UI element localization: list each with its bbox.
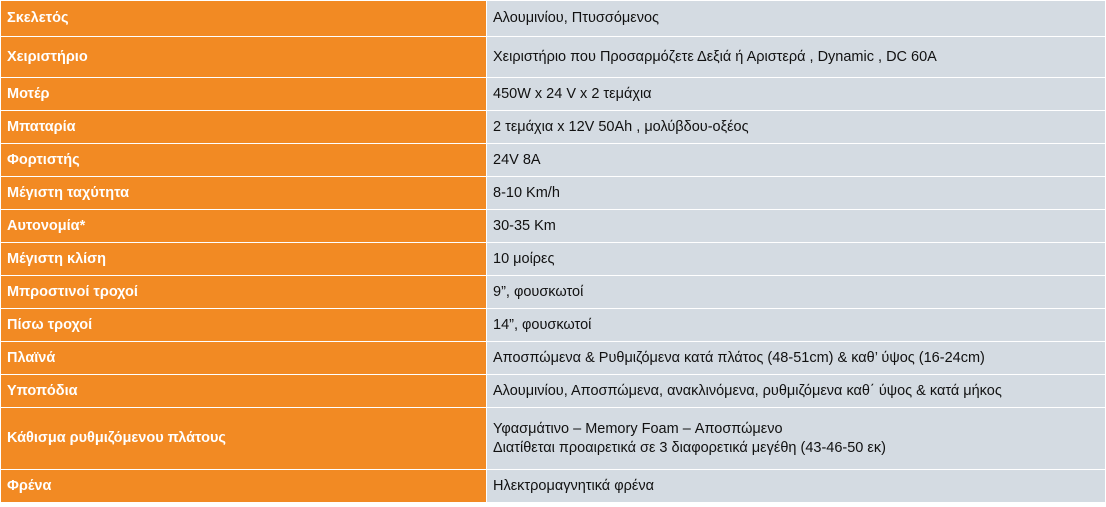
row-label: Μοτέρ [1, 78, 487, 111]
row-value: 10 μοίρες [487, 243, 1106, 276]
row-value: Αλουμινίου, Αποσπώμενα, ανακλινόμενα, ρυθμιζόμενα καθ΄ ύψος & κατά μήκος [487, 375, 1106, 408]
row-label: Μπροστινοί τροχοί [1, 276, 487, 309]
table-row [1, 243, 1106, 276]
row-label: Μέγιστη ταχύτητα [1, 177, 487, 210]
table-row [1, 1, 1106, 37]
row-label: Μπαταρία [1, 111, 487, 144]
row-label: Φορτιστής [1, 144, 487, 177]
table-row [1, 37, 1106, 78]
row-value: 14”, φουσκωτοί [487, 309, 1106, 342]
row-label: Φρένα [1, 470, 487, 503]
row-value-multiline [487, 408, 1106, 470]
row-label: Σκελετός [1, 1, 487, 37]
row-value: Χειριστήριο που Προσαρμόζετε Δεξιά ή Αριστερά , Dynamic , DC 60A [487, 37, 1106, 78]
row-value-line: Διατίθεται προαιρετικά σε 3 διαφορετικά μεγέθη (43-46-50 εκ) [493, 439, 886, 456]
row-label: Κάθισμα ρυθμιζόμενου πλάτους [1, 408, 487, 470]
row-value: 2 τεμάχια x 12V 50Ah , μολύβδου-οξέος [487, 111, 1106, 144]
row-label: Μέγιστη κλίση [1, 243, 487, 276]
row-value: 9”, φουσκωτοί [487, 276, 1106, 309]
table-row [1, 309, 1106, 342]
table-row [1, 408, 1106, 470]
table-row [1, 276, 1106, 309]
row-value: Ηλεκτρομαγνητικά φρένα [487, 470, 1106, 503]
row-value: 450W x 24 V x 2 τεμάχια [487, 78, 1106, 111]
row-label: Πίσω τροχοί [1, 309, 487, 342]
row-value: 30-35 Km [487, 210, 1106, 243]
row-value: Αποσπώμενα & Ρυθμιζόμενα κατά πλάτος (48-51cm) & καθ’ ύψος (16-24cm) [487, 342, 1106, 375]
table-row [1, 111, 1106, 144]
row-value: 8-10 Km/h [487, 177, 1106, 210]
row-value-line: Υφασμάτινο – Memory Foam – Αποσπώμενο [493, 420, 783, 437]
row-label: Πλαϊνά [1, 342, 487, 375]
table-row [1, 78, 1106, 111]
row-value: 24V 8A [487, 144, 1106, 177]
table-row [1, 144, 1106, 177]
table-row [1, 470, 1106, 503]
row-label: Χειριστήριο [1, 37, 487, 78]
row-label: Αυτονομία* [1, 210, 487, 243]
table-row [1, 210, 1106, 243]
row-value: Αλουμινίου, Πτυσσόμενος [487, 1, 1106, 37]
table-row [1, 177, 1106, 210]
table-row [1, 342, 1106, 375]
table-row [1, 375, 1106, 408]
row-label: Υποπόδια [1, 375, 487, 408]
